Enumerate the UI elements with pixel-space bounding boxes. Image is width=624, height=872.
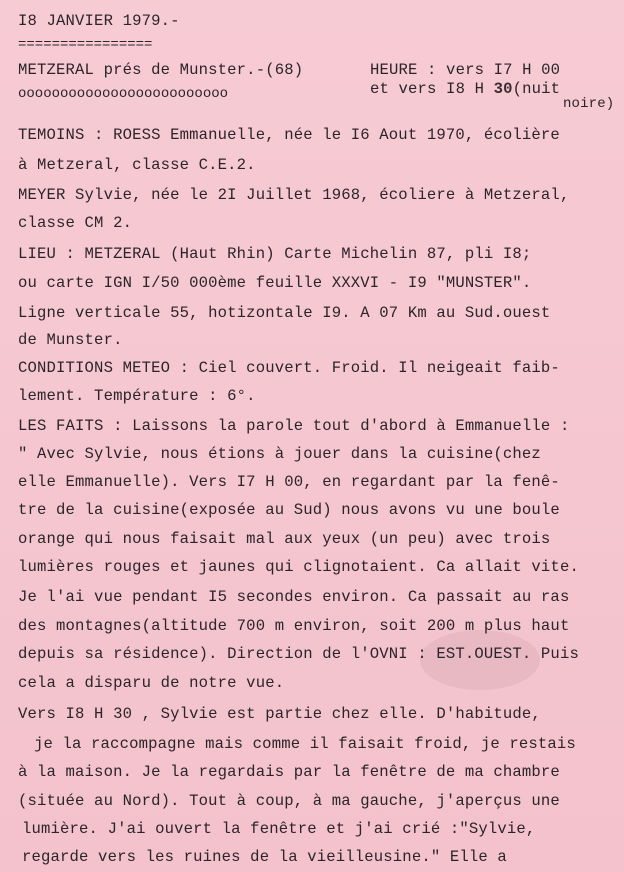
body-line: " Avec Sylvie, nous étions à jouer dans la cuisine(chez [18,445,541,463]
body-line: tre de la cuisine(exposée au Sud) nous avons vu une boule [18,501,560,519]
body-line: cela a disparu de notre vue. [18,674,285,692]
body-line: elle Emmanuelle). Vers I7 H 00, en regardant par la fenê- [18,473,560,491]
body-line: depuis sa résidence). Direction de l'OVNI : EST.OUEST. Puis [18,645,579,663]
body-line: lumière. J'ai ouvert la fenêtre et j'ai crié :"Sylvie, [22,820,536,838]
body-line: de Munster. [18,331,123,349]
time-line-3: noire) [563,96,615,112]
body-line: ou carte IGN I/50 000ème feuille XXXVI - I9 "MUNSTER". [18,274,532,292]
body-line: Ligne verticale 55, hotizontale I9. A 07 Km au Sud.ouest [18,304,551,322]
body-line: Vers I8 H 30 , Sylvie est partie chez elle. D'habitude, [18,705,541,723]
body-line: CONDITIONS METEO : Ciel couvert. Froid. Il neigeait faib- [18,359,560,377]
body-line: lement. Température : 6°. [18,387,256,405]
time-line-1: HEURE : vers I7 H 00 [370,61,561,79]
location-heading: METZERAL prés de Munster.-(68) [18,61,304,79]
body-line: à la maison. Je la regardais par la fenêtre de ma chambre [18,763,560,781]
time-line-2-suffix: (nuit [512,80,561,98]
body-line: MEYER Sylvie, née le 2I Juillet 1968, écoliere à Metzeral, [18,186,570,204]
body-line: Je l'ai vue pendant I5 secondes environ. Ca passait au ras [18,588,570,606]
body-line: regarde vers les ruines de la vieilleusine." Elle a [22,848,507,866]
body-line: (située au Nord). Tout à coup, à ma gauche, j'aperçus une [18,792,560,810]
body-line: orange qui nous faisait mal aux yeux (un peu) avec trois [18,530,551,548]
report-date: I8 JANVIER 1979.- [18,12,180,30]
body-line: des montagnes(altitude 700 m environ, soit 200 m plus haut [18,617,570,635]
date-underline: ================ [18,37,153,53]
time-line-2 [370,82,560,98]
body-line: LIEU : METZERAL (Haut Rhin) Carte Michelin 87, pli I8; [18,245,532,263]
time-line-2-prefix: et vers I8 H [370,80,494,98]
body-line: LES FAITS : Laissons la parole tout d'abord à Emmanuelle : [18,417,570,435]
location-underline: ooooooooooooooooooooooooo [18,86,229,102]
body-line: lumières rouges et jaunes qui clignotaient. Ca allait vite. [18,558,579,576]
time-struck-digits: 30 [493,80,513,98]
body-line: TEMOINS : ROESS Emmanuelle, née le I6 Aout 1970, écolière [18,126,560,144]
body-line: je la raccompagne mais comme il faisait froid, je restais [34,735,576,753]
body-line: classe CM 2. [18,214,133,232]
body-line: à Metzeral, classe C.E.2. [18,156,256,174]
